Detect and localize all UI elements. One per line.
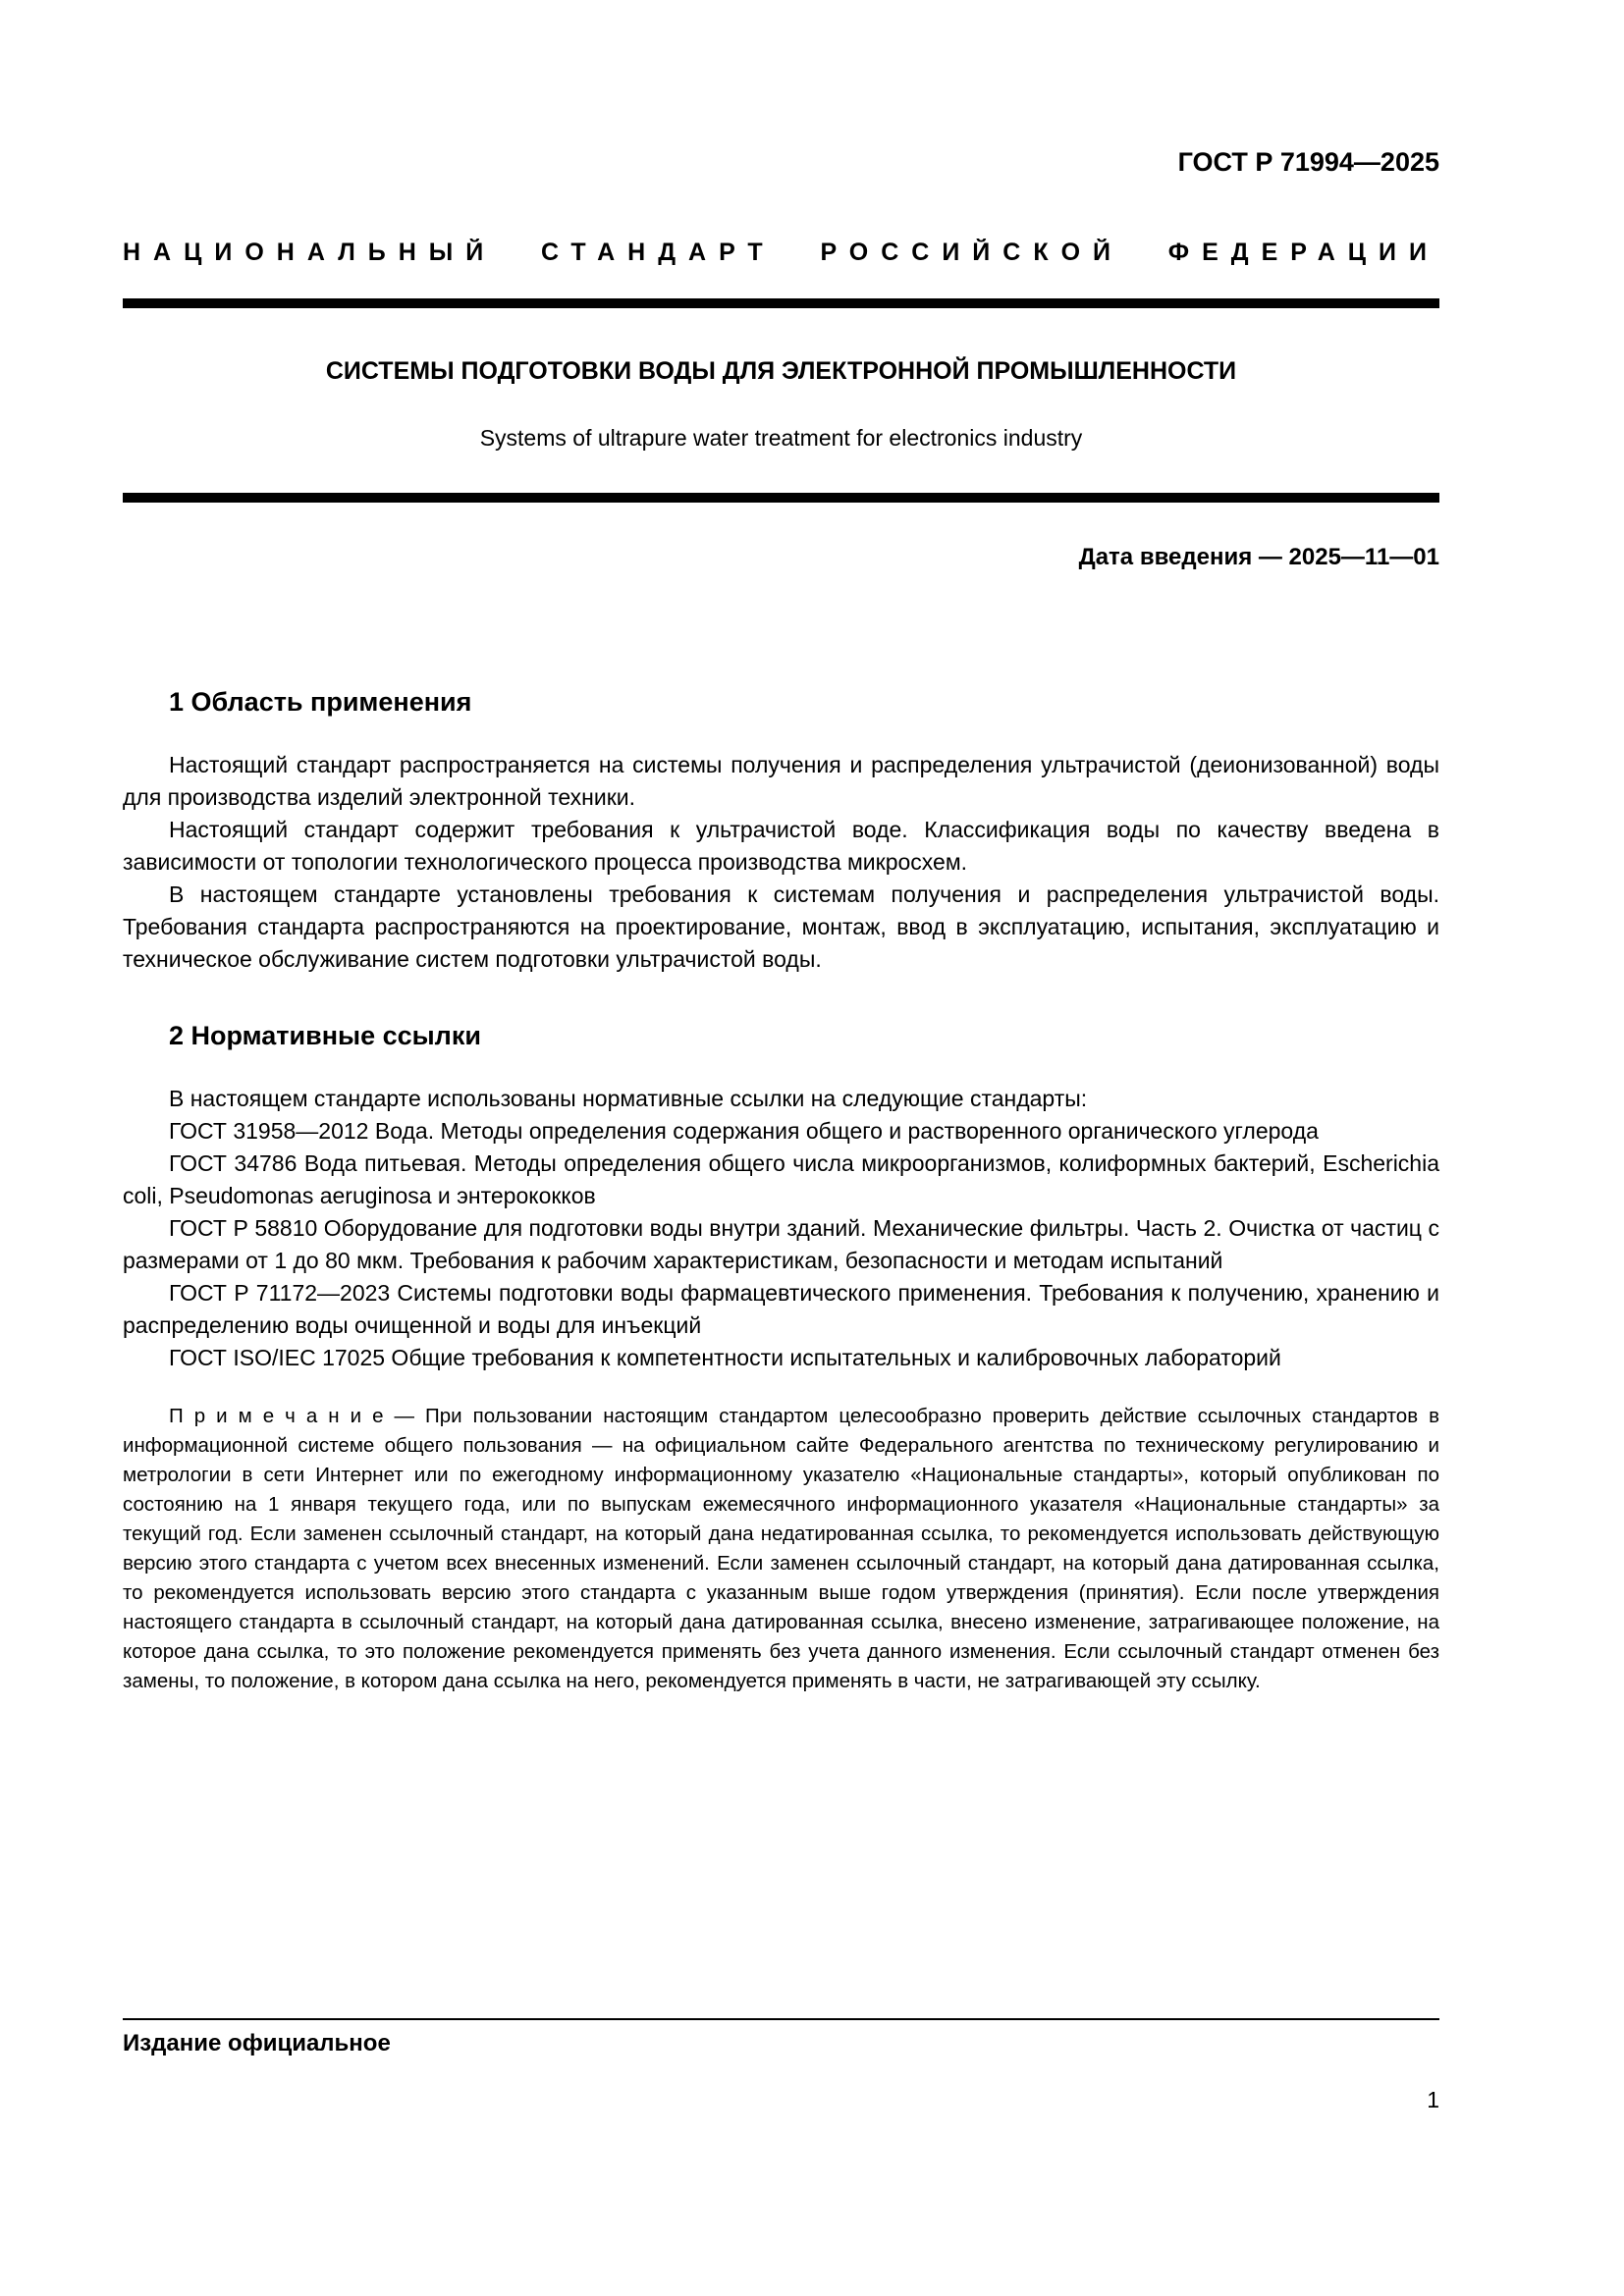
page-number: 1 [1427, 2087, 1439, 2112]
section-2-heading: 2 Нормативные ссылки [169, 1021, 481, 1050]
footer-divider [123, 2018, 1439, 2020]
document-title-en: Systems of ultrapure water treatment for electronics industry [479, 425, 1083, 451]
edition-label: Издание официальное [123, 2030, 391, 2056]
section-1-heading: 1 Область применения [169, 687, 472, 717]
divider-bar-top [123, 298, 1439, 308]
doc-code: ГОСТ Р 71994—2025 [1177, 147, 1439, 177]
note-paragraph: П р и м е ч а н и е — При пользовании настоящим стандартом целесообразно проверить действие ссылочных стандартов в информационной системе общего пользования — на официальном сайте Федерального агентства по техническому регулированию и метрологии в сети Интернет или по ежегодному информационному указателю «Национальные стандарты», который опубликован по состоянию на 1 января текущего года, или по выпускам ежемесячного информационного указателя «Национальные стандарты» за текущий год. Если заменен ссылочный стандарт, на который дана недатированная ссылка, то рекомендуется использовать действующую версию этого стандарта с учетом всех внесенных изменений. Если заменен ссылочный стандарт, на который дана датированная ссылка, то рекомендуется использовать версию этого стандарта с указанным выше годом утверждения (принятия). Если после утверждения настоящего стандарта в ссылочный стандарт, на который дана датированная ссылка, внесено изменение, затрагивающее положение, на которое дана ссылка, то это положение рекомендуется применять без учета данного изменения. Если ссылочный стандарт отменен без замены, то положение, в котором дана ссылка на него, рекомендуется применять в части, не затрагивающей эту ссылку. [123, 1405, 1439, 1692]
reference-item: ГОСТ Р 58810 Оборудование для подготовки воды внутри зданий. Механические фильтры. Часть 2. Очистка от частиц с размерами от 1 до 80 мкм. Требования к рабочим характеристикам, безопасности и методам испытаний [123, 1215, 1439, 1273]
references-intro-paragraph: В настоящем стандарте использованы нормативные ссылки на следующие стандарты: [169, 1086, 1088, 1111]
reference-item: ГОСТ Р 71172—2023 Системы подготовки воды фармацевтического применения. Требования к получению, хранению и распределению воды очищенной и воды для инъекций [123, 1280, 1439, 1338]
scope-paragraph: Настоящий стандарт распространяется на системы получения и распределения ультрачистой (деионизованной) воды для производства изделий электронной техники. [123, 752, 1439, 810]
page-footer [123, 2018, 1439, 2113]
divider-bar-bottom [123, 493, 1439, 503]
document-title-ru: СИСТЕМЫ ПОДГОТОВКИ ВОДЫ ДЛЯ ЭЛЕКТРОННОЙ ПРОМЫШЛЕННОСТИ [325, 357, 1237, 385]
scope-paragraph: Настоящий стандарт содержит требования к ультрачистой воде. Классификация воды по качеству введена в зависимости от топологии технологического процесса производства микросхем. [123, 817, 1439, 875]
reference-item: ГОСТ ISO/IEC 17025 Общие требования к компетентности испытательных и калибровочных лабораторий [169, 1345, 1281, 1370]
effective-date: Дата введения — 2025—11—01 [1078, 544, 1439, 570]
reference-item: ГОСТ 31958—2012 Вода. Методы определения содержания общего и растворенного органического углерода [169, 1118, 1319, 1144]
scope-paragraph: В настоящем стандарте установлены требования к системам получения и распределения ультрачистой воды. Требования стандарта распространяются на проектирование, монтаж, ввод в эксплуатацию, испытания, эксплуатацию и техническое обслуживание систем подготовки ультрачистой воды. [123, 881, 1439, 972]
standard-type-title: НАЦИОНАЛЬНЫЙ СТАНДАРТ РОССИЙСКОЙ ФЕДЕРАЦИИ [123, 239, 1439, 266]
reference-item: ГОСТ 34786 Вода питьевая. Методы определения общего числа микроорганизмов, колиформных бактерий, Escherichia coli, Pseudomonas aeruginosa и энтерококков [123, 1150, 1439, 1208]
